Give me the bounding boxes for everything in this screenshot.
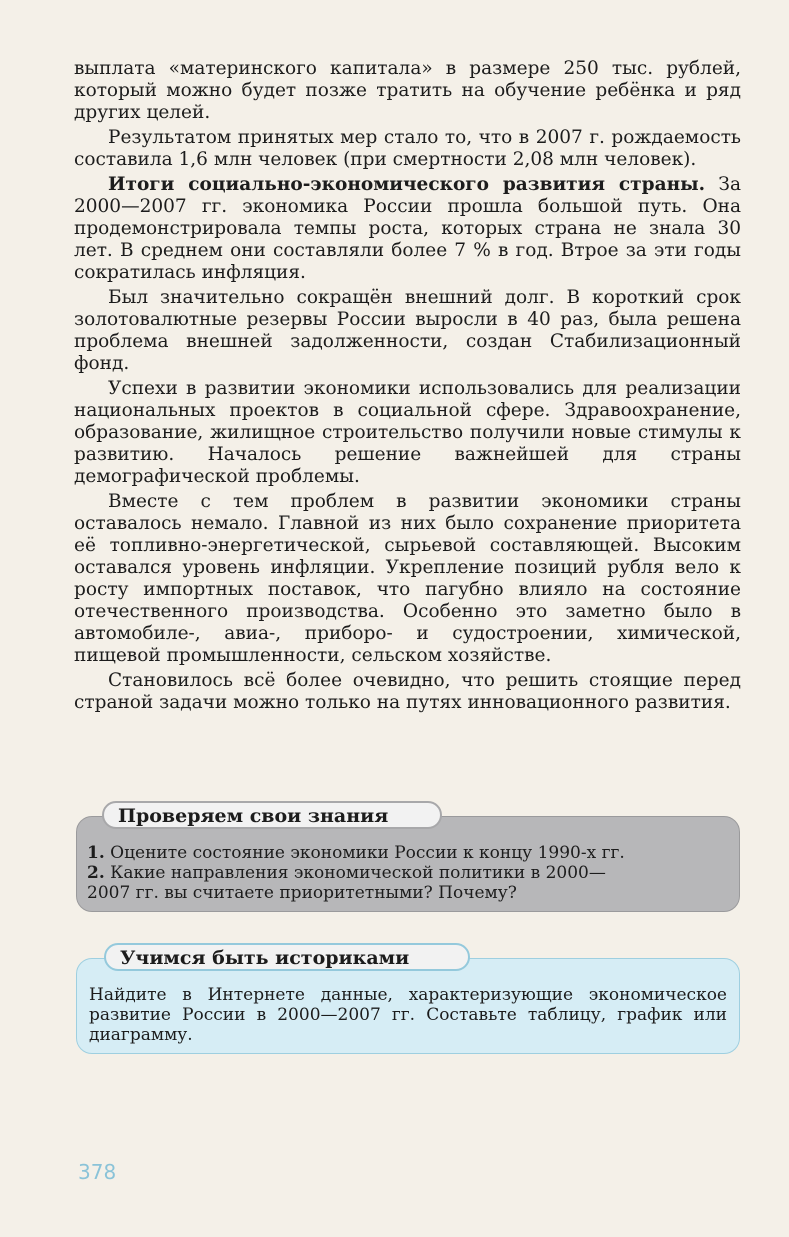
paragraph-3: [74, 174, 741, 284]
question-2: [87, 863, 713, 883]
paragraph-4: Был значительно сокращён внешний долг. В короткий срок золотовалютные резервы России выросли в 40 раз, была решена проблема внешней задолженности, создан Стабилизационный фонд.: [74, 287, 741, 374]
paragraph-3-body: За 2000—2007 гг. экономика России прошла большой путь. Она продемонстрировала темпы роста, которых страна не знала 30 лет. В среднем они составляли более 7 % в год. Втрое за эти годы сократилась инфляция.: [74, 174, 741, 283]
question-1-text: Оцените состояние экономики России к концу 1990-х гг.: [110, 843, 625, 863]
paragraph-6: Вместе с тем проблем в развитии экономики страны оставалось немало. Главной из них было сохранение приоритета её топливно-энергетической, сырьевой составляющей. Высоким оставался уровень инфляции. Укрепление позиций рубля вело к росту импортных поставок, что пагубно влияло на состояние отечественного производства. Особенно это заметно было в автомобиле-, авиа-, приборо- и судостроении, химической, пищевой промышленности, сельском хозяйстве.: [74, 491, 741, 666]
question-2-text: Какие направления экономической политики в 2000—: [110, 863, 606, 883]
section-heading: Итоги социально-экономического развития страны.: [108, 174, 706, 195]
historian-task-box: [76, 958, 740, 1054]
check-knowledge-title: Проверяем свои знания: [102, 801, 442, 829]
paragraph-5: Успехи в развитии экономики использовались для реализации национальных проектов в социальной сфере. Здравоохранение, образование, жилищное строительство получили новые стимулы к развитию. Началось решение важнейшей для страны демографической проблемы.: [74, 378, 741, 487]
question-1: [87, 843, 713, 863]
question-1-number: 1.: [87, 843, 105, 863]
historian-task-text: Найдите в Интернете данные, характеризующие экономическое развитие России в 2000—2007 гг. Составьте таблицу, график или диаграмму.: [89, 985, 727, 1045]
page-number: 378: [78, 1160, 117, 1184]
paragraph-2: Результатом принятых мер стало то, что в 2007 г. рождаемость составила 1,6 млн человек (при смертности 2,08 млн человек).: [74, 127, 741, 170]
main-text: [74, 58, 741, 717]
check-knowledge-box: [76, 816, 740, 912]
question-2-continuation: 2007 гг. вы считаете приоритетными? Почему?: [87, 883, 517, 903]
paragraph-7: Становилось всё более очевидно, что решить стоящие перед страной задачи можно только на путях инновационного развития.: [74, 670, 741, 713]
historian-task-title: Учимся быть историками: [104, 943, 470, 971]
paragraph-1: выплата «материнского капитала» в размере 250 тыс. рублей, который можно будет позже тратить на обучение ребёнка и ряд других целей.: [74, 58, 741, 123]
question-2-number: 2.: [87, 863, 105, 883]
